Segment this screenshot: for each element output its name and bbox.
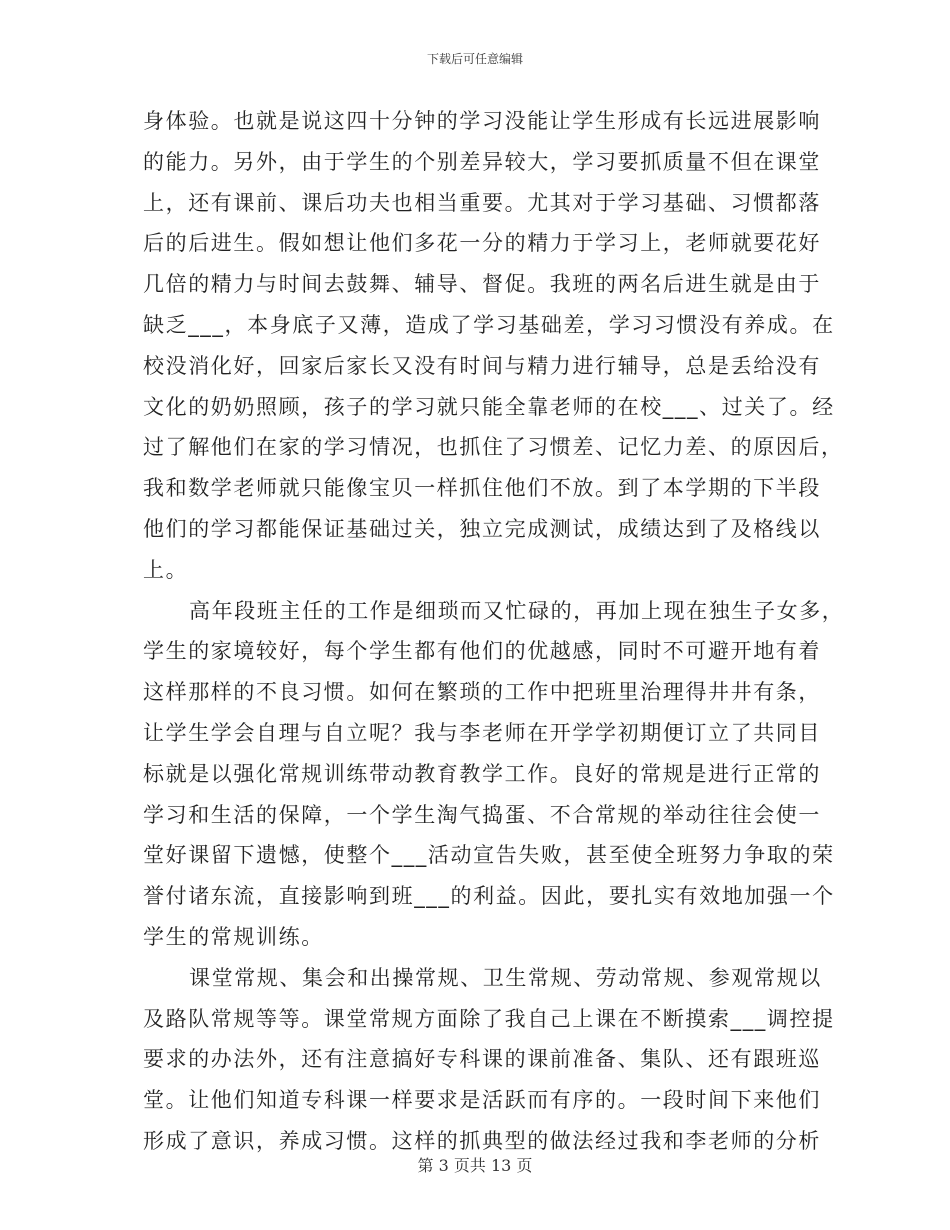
text-line: 这样那样的不良习惯。如何在繁琐的工作中把班里治理得井井有条，	[143, 680, 821, 705]
text-line: 上，还有课前、课后功夫也相当重要。尤其对于学习基础、习惯都落	[143, 190, 821, 215]
text-line: 的能力。另外，由于学生的个别差异较大，学习要抓质量不但在课堂	[143, 149, 821, 174]
page-header-note: 下载后可任意编辑	[426, 52, 523, 66]
text-line: 让学生学会自理与自立呢？我与李老师在开学学初期便订立了共同目	[143, 720, 821, 745]
text-line: 要求的办法外，还有注意搞好专科课的课前准备、集队、还有跟班巡	[143, 1047, 821, 1072]
text-line: 堂好课留下遗憾，使整个___活动宣告失败，甚至使全班努力争取的荣	[143, 843, 835, 868]
text-line: 标就是以强化常规训练带动教育教学工作。良好的常规是进行正常的	[143, 761, 821, 786]
text-line: 他们的学习都能保证基础过关，独立完成测试，成绩达到了及格线以	[143, 516, 821, 541]
text-line: 学习和生活的保障，一个学生淘气捣蛋、不合常规的举动往往会使一	[143, 802, 821, 827]
text-line: 我和数学老师就只能像宝贝一样抓住他们不放。到了本学期的下半段	[143, 476, 821, 501]
text-line: 上。	[143, 557, 189, 582]
paragraph	[143, 101, 844, 591]
paragraph	[143, 958, 835, 1162]
text-line: 校没消化好，回家后家长又没有时间与精力进行辅导，总是丢给没有	[143, 353, 821, 378]
text-line: 身体验。也就是说这四十分钟的学习没能让学生形成有长远进展影响	[143, 109, 821, 133]
text-line: 及路队常规等等。课堂常规方面除了我自己上课在不断摸索___调控提	[143, 1006, 835, 1031]
text-line: 过了解他们在家的学习情况，也抓住了习惯差、记忆力差、的原因后，	[143, 435, 844, 460]
document-body	[143, 101, 845, 1162]
text-line: 高年段班主任的工作是细琐而又忙碌的，再加上现在独生子女多，	[189, 598, 845, 623]
text-line: 学生的家境较好，每个学生都有他们的优越感，同时不可避开地有着	[143, 639, 821, 664]
paragraph	[143, 591, 845, 958]
text-line: 缺乏___，本身底子又薄，造成了学习基础差，学习习惯没有养成。在	[143, 312, 835, 337]
text-line: 几倍的精力与时间去鼓舞、辅导、督促。我班的两名后进生就是由于	[143, 272, 821, 297]
text-line: 后的后进生。假如想让他们多花一分的精力于学习上，老师就要花好	[143, 231, 821, 256]
text-line: 文化的奶奶照顾，孩子的学习就只能全靠老师的在校___、过关了。经	[143, 394, 835, 419]
text-line: 形成了意识，养成习惯。这样的抓典型的做法经过我和李老师的分析	[143, 1128, 821, 1153]
page-number: 第 3 页共 13 页	[417, 1156, 533, 1175]
text-line: 学生的常规训练。	[143, 924, 324, 949]
text-line: 课堂常规、集会和出操常规、卫生常规、劳动常规、参观常规以	[189, 965, 822, 990]
text-line: 誉付诸东流，直接影响到班___的利益。因此，要扎实有效地加强一个	[143, 884, 835, 909]
text-line: 堂。让他们知道专科课一样要求是活跃而有序的。一段时间下来他们	[143, 1088, 821, 1113]
